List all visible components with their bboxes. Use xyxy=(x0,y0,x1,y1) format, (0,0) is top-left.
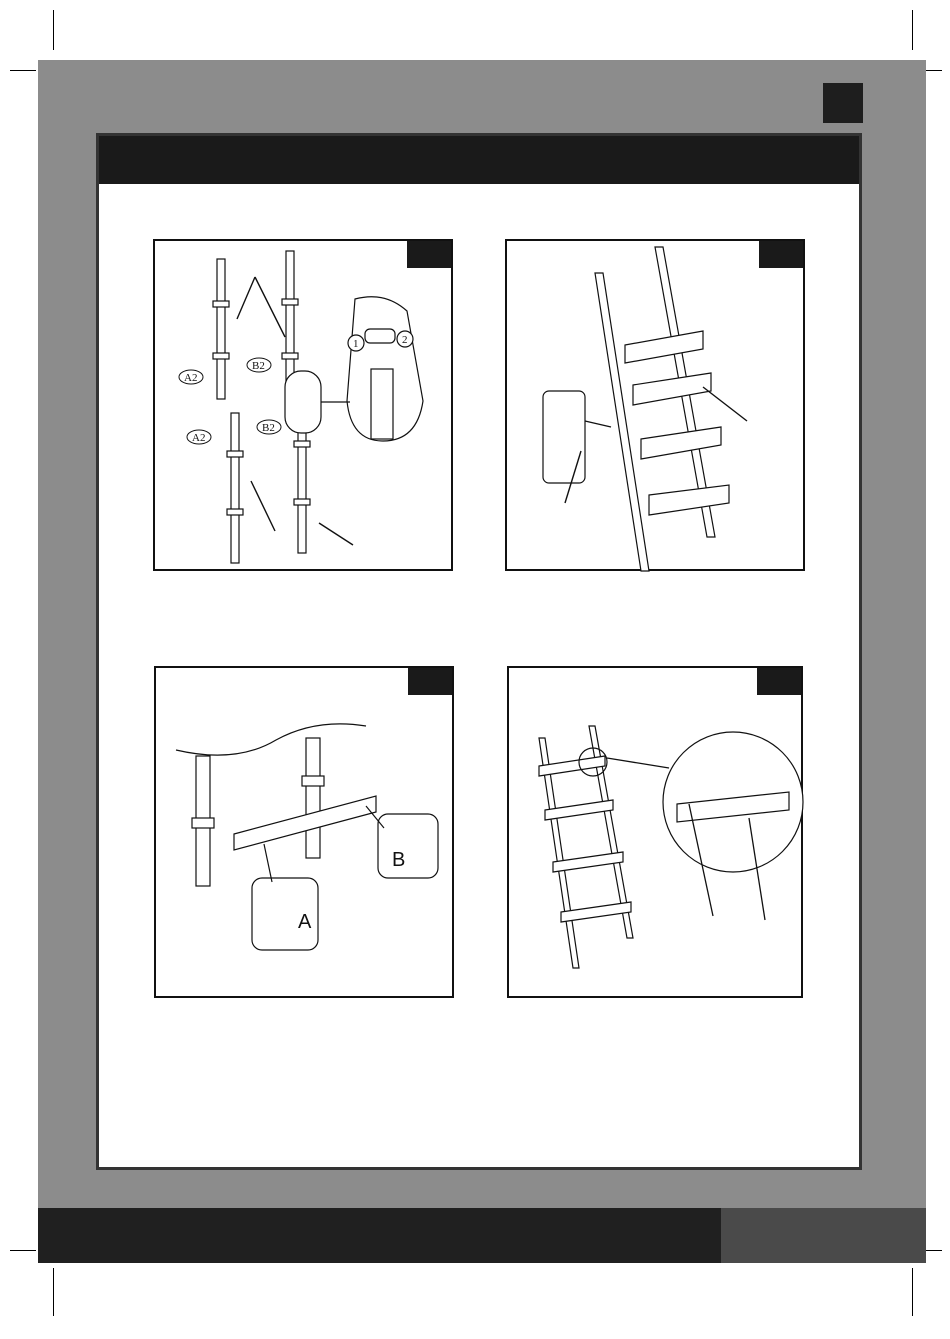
callout-step-1: 1 xyxy=(353,338,359,350)
label-b2-upper: B2 xyxy=(252,360,265,372)
step-4-illustration xyxy=(509,668,805,1000)
label-b2-lower: B2 xyxy=(262,422,275,434)
crop-mark-br-v xyxy=(912,1268,913,1316)
step-1-diagram xyxy=(153,239,453,571)
crop-mark-bl-v xyxy=(53,1268,54,1316)
inset-label-b: B xyxy=(392,849,406,871)
crop-mark-bl-h xyxy=(10,1250,36,1251)
footer-tab xyxy=(721,1208,926,1263)
step-2-illustration xyxy=(507,241,807,573)
crop-mark-tr-v xyxy=(912,10,913,50)
footer-bar xyxy=(38,1208,721,1263)
callout-step-2: 2 xyxy=(402,334,408,346)
step-1-illustration xyxy=(155,241,455,573)
section-header-bar xyxy=(99,136,859,184)
crop-mark-tl-h xyxy=(10,70,36,71)
step-2-diagram xyxy=(505,239,805,571)
inset-label-a: A xyxy=(298,911,312,933)
crop-mark-tl-v xyxy=(53,10,54,50)
page-number-box xyxy=(823,83,863,123)
label-a2-lower: A2 xyxy=(192,432,206,444)
step-3-diagram xyxy=(154,666,454,998)
label-a2-upper: A2 xyxy=(184,372,198,384)
step-4-diagram xyxy=(507,666,803,998)
step-3-illustration xyxy=(156,668,456,1000)
